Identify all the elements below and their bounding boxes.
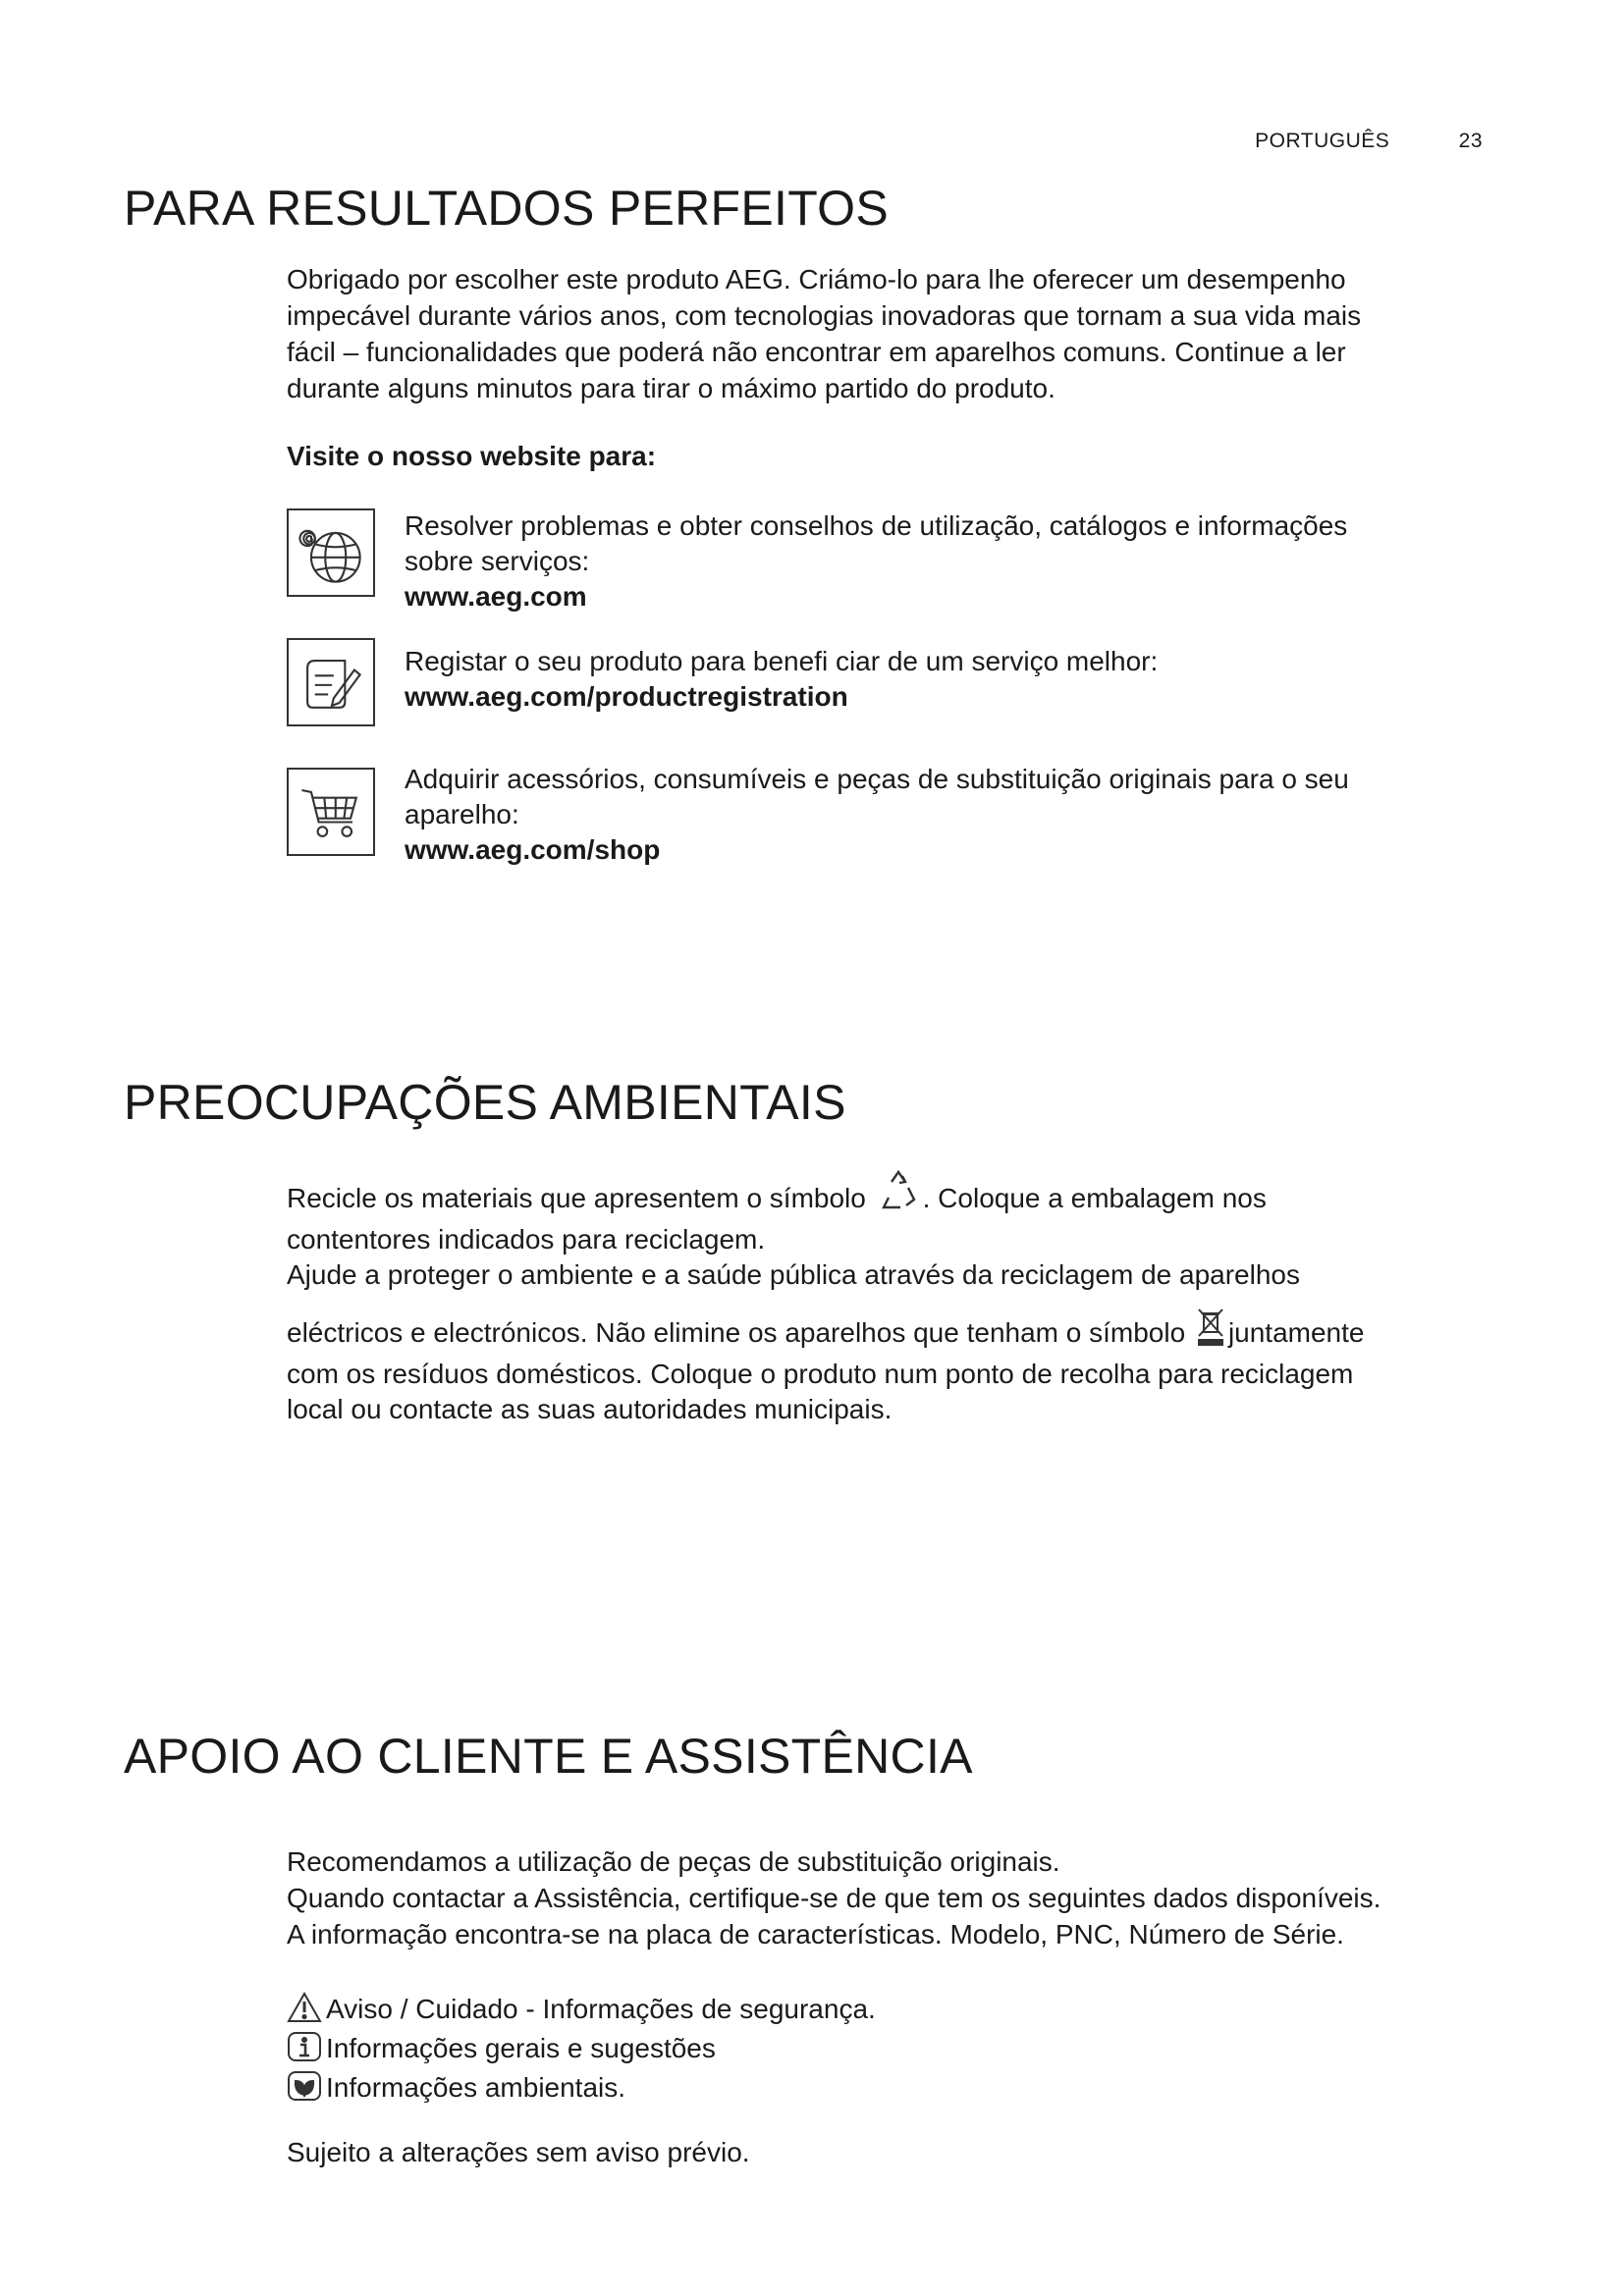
- intro-line: Obrigado por escolher este produto AEG. Criámo-lo para lhe oferecer um desempenho: [287, 264, 1346, 294]
- section-title-results: PARA RESULTADOS PERFEITOS: [124, 181, 889, 236]
- environment-paragraph: [287, 1168, 1494, 1427]
- intro-line: impecável durante vários anos, com tecnologias inovadoras que tornam a sua vida mais: [287, 300, 1362, 331]
- link-product-registration[interactable]: www.aeg.com/productregistration: [405, 681, 848, 712]
- section-title-environment: PREOCUPAÇÕES AMBIENTAIS: [124, 1075, 846, 1130]
- section-title-support: APOIO AO CLIENTE E ASSISTÊNCIA: [124, 1729, 973, 1784]
- env-line: [287, 1307, 1494, 1357]
- legend-environment: [287, 2069, 625, 2106]
- support-line: A informação encontra-se na placa de características. Modelo, PNC, Número de Série.: [287, 1919, 1344, 1949]
- warning-triangle-icon: [287, 1991, 322, 2024]
- item-line: aparelho:: [405, 799, 519, 829]
- website-item-text: [405, 644, 1494, 715]
- env-line: [287, 1168, 1494, 1222]
- env-text: . Coloque a embalagem nos: [922, 1183, 1267, 1213]
- registration-pen-icon: [287, 638, 375, 726]
- item-line: Resolver problemas e obter conselhos de utilização, catálogos e informações: [405, 510, 1348, 541]
- env-line: Ajude a proteger o ambiente e a saúde pública através da reciclagem de aparelhos: [287, 1259, 1300, 1290]
- shopping-cart-icon: [287, 768, 375, 856]
- website-item-text: [405, 762, 1494, 868]
- support-line: Recomendamos a utilização de peças de substituição originais.: [287, 1846, 1060, 1877]
- intro-line: durante alguns minutos para tirar o máximo partido do produto.: [287, 373, 1056, 403]
- header-language: PORTUGUÊS: [1255, 130, 1390, 152]
- legend-text: Informações ambientais.: [326, 2072, 626, 2103]
- legend-info: [287, 2030, 716, 2066]
- footer-note: Sujeito a alterações sem aviso prévio.: [287, 2137, 750, 2167]
- environment-leaf-icon: [287, 2069, 322, 2103]
- info-icon: [287, 2030, 322, 2063]
- env-line: contentores indicados para reciclagem.: [287, 1224, 766, 1255]
- env-line: com os resíduos domésticos. Coloque o produto num ponto de recolha para reciclagem: [287, 1359, 1354, 1389]
- link-aeg[interactable]: www.aeg.com: [405, 581, 587, 612]
- legend-warning: [287, 1991, 876, 2027]
- item-line: Registar o seu produto para benefi ciar de um serviço melhor:: [405, 646, 1159, 676]
- crossed-bin-icon: [1193, 1307, 1228, 1357]
- intro-line: fácil – funcionalidades que poderá não encontrar em aparelhos comuns. Continue a ler: [287, 337, 1346, 367]
- support-paragraph: [287, 1843, 1494, 1952]
- page-number: 23: [1458, 130, 1483, 152]
- env-text: juntamente: [1227, 1317, 1365, 1348]
- intro-paragraph: [287, 261, 1494, 406]
- env-line: local ou contacte as suas autoridades municipais.: [287, 1394, 893, 1424]
- recycle-symbol-icon: [874, 1168, 923, 1222]
- legend-text: Aviso / Cuidado - Informações de segurança.: [326, 1994, 876, 2024]
- website-item-text: [405, 508, 1494, 614]
- website-heading: Visite o nosso website para:: [287, 441, 657, 471]
- item-line: Adquirir acessórios, consumíveis e peças de substituição originais para o seu: [405, 764, 1349, 794]
- support-line: Quando contactar a Assistência, certifique-se de que tem os seguintes dados disponíveis.: [287, 1883, 1381, 1913]
- item-line: sobre serviços:: [405, 546, 590, 576]
- env-text: eléctricos e electrónicos. Não elimine os aparelhos que tenham o símbolo: [287, 1317, 1186, 1348]
- globe-at-icon: [287, 508, 375, 597]
- page-header: [1255, 130, 1483, 153]
- link-shop[interactable]: www.aeg.com/shop: [405, 834, 661, 865]
- legend-text: Informações gerais e sugestões: [326, 2033, 716, 2063]
- env-text: Recicle os materiais que apresentem o símbolo: [287, 1183, 866, 1213]
